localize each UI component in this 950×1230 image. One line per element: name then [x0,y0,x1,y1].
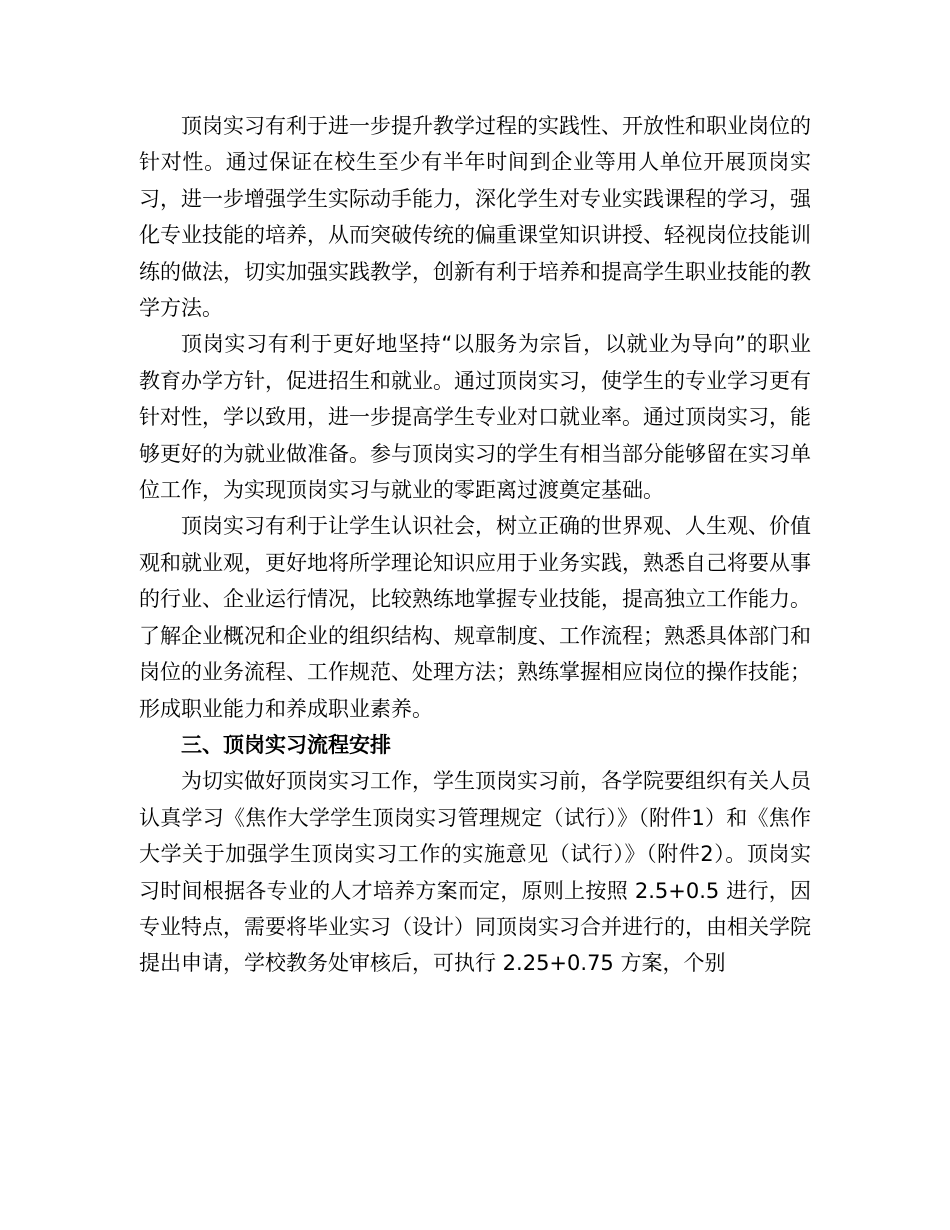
section-heading: 三、顶岗实习流程安排 [181,732,391,757]
paragraph-process-arrangement: 为切实做好顶岗实习工作，学生顶岗实习前，各学院要组织有关人员认真学习《焦作大学学生顶岗实习管理规定（试行）》（附件1）和《焦作大学关于加强学生顶岗实习工作的实施意见（试行）》（附件2）。顶岗实习时间根据各专业的人才培养方案而定，原则上按照 2.5+0.5 进行，因专业特点，需要将毕业实习（设计）同顶岗实习合并进行的，由相关学院提出申请，学校教务处审核后，可执行 2.25+0.75 方案，个别 [139,769,811,976]
document-body [139,108,811,982]
paragraph-practice-benefit-society: 顶岗实习有利于让学生认识社会，树立正确的世界观、人生观、价值观和就业观，更好地将所学理论知识应用于业务实践，熟悉自己将要从事的行业、企业运行情况，比较熟练地掌握专业技能，提高独立工作能力。了解企业概况和企业的组织结构、规章制度、工作流程；熟悉具体部门和岗位的业务流程、工作规范、处理方法；熟练掌握相应岗位的操作技能；形成职业能力和养成职业素养。 [139,514,811,721]
paragraph-practice-benefit-teaching: 顶岗实习有利于进一步提升教学过程的实践性、开放性和职业岗位的针对性。通过保证在校生至少有半年时间到企业等用人单位开展顶岗实习，进一步增强学生实际动手能力，深化学生对专业实践课程的学习，强化专业技能的培养，从而突破传统的偏重课堂知识讲授、轻视岗位技能训练的做法，切实加强实践教学，创新有利于培养和提高学生职业技能的教学方法。 [139,114,811,321]
paragraph-practice-benefit-employment: 顶岗实习有利于更好地坚持“以服务为宗旨，以就业为导向”的职业教育办学方针，促进招生和就业。通过顶岗实习，使学生的专业学习更有针对性，学以致用，进一步提高学生专业对口就业率。通过顶岗实习，能够更好的为就业做准备。参与顶岗实习的学生有相当部分能够留在实习单位工作，为实现顶岗实习与就业的零距离过渡奠定基础。 [139,332,811,503]
